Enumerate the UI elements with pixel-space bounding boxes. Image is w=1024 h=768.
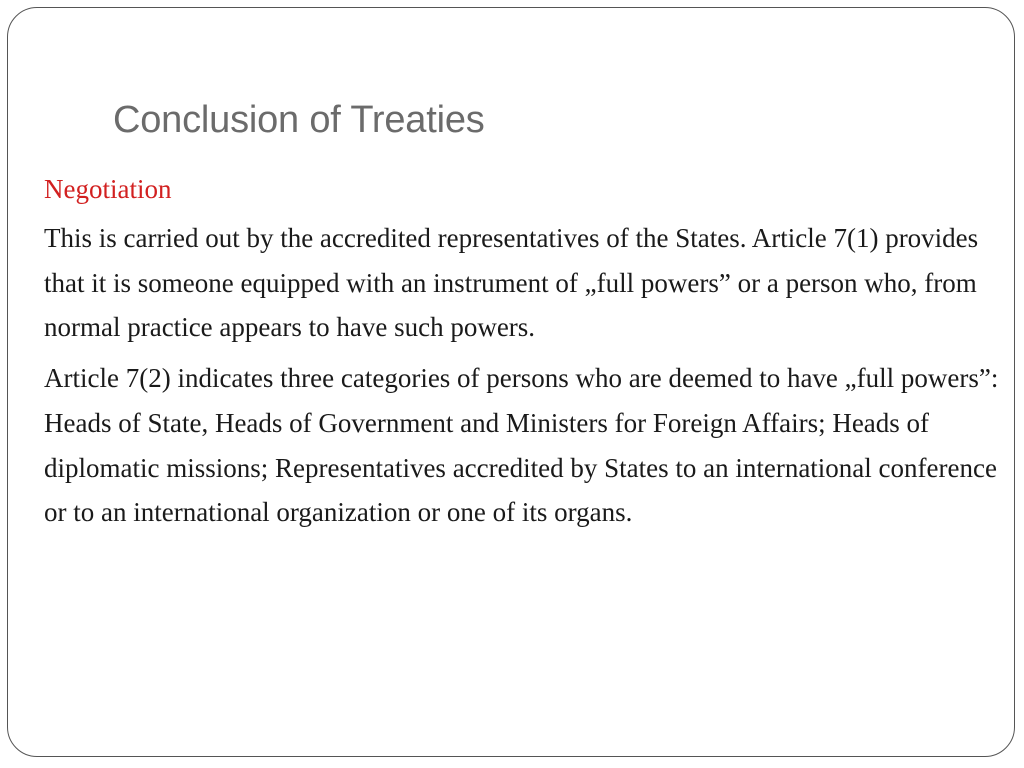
paragraph-article-7-2: Article 7(2) indicates three categories of persons who are deemed to have „full powers”: Heads of State, Heads of Government and Ministers for Foreign Affairs; Heads of diplomatic missions; Representatives accredited by States to an international conference or to an international organization or one of its organs. — [44, 363, 999, 528]
section-heading: Negotiation — [44, 174, 172, 204]
slide-content — [44, 168, 1004, 541]
paragraph-article-7-1: This is carried out by the accredited representatives of the States. Article 7(1) provides that it is someone equipped with an instrument of „full powers” or a person who, from normal practice appears to have such powers. — [44, 223, 979, 343]
slide-title: Conclusion of Treaties — [113, 99, 485, 141]
